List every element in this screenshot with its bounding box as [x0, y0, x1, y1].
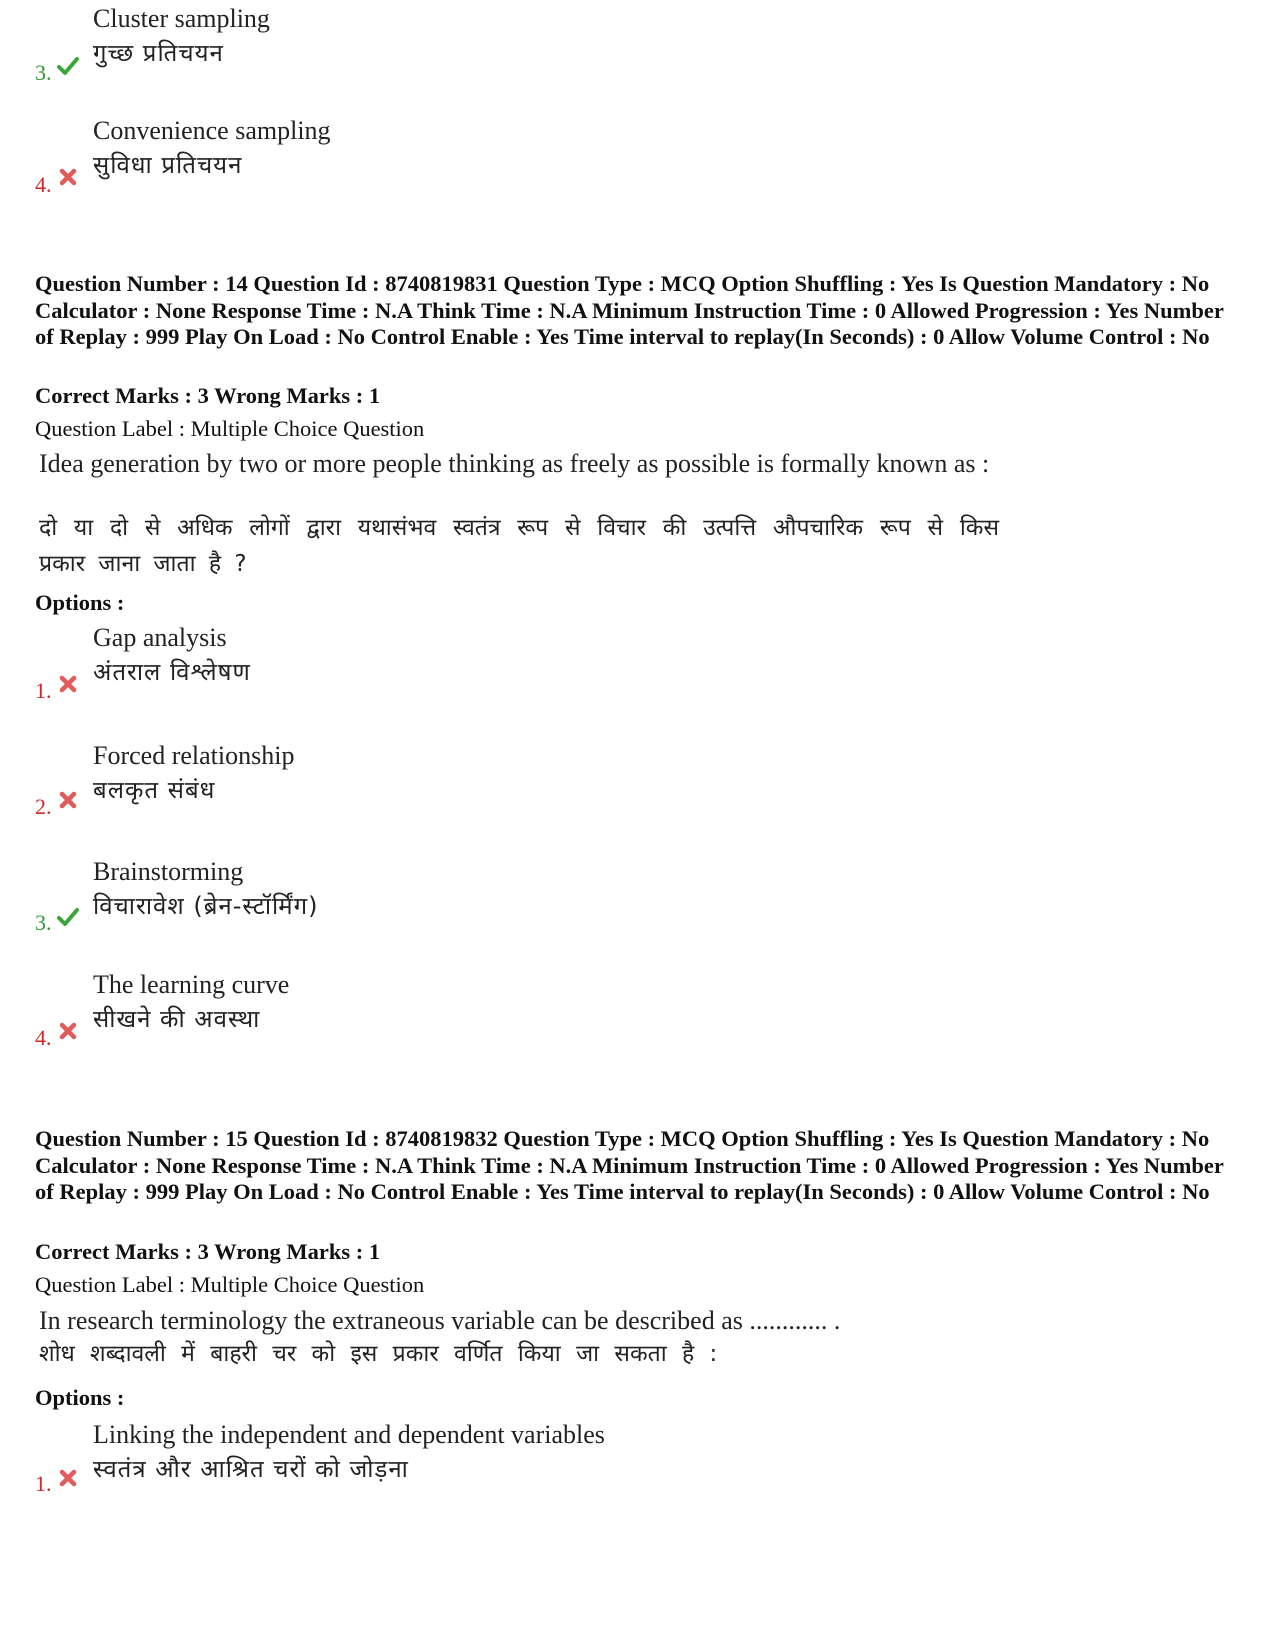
- option-text-hi: विचारावेश (ब्रेन-स्टॉर्मिंग): [93, 892, 319, 920]
- cross-icon: [57, 789, 79, 811]
- option-number: 2.: [35, 794, 52, 819]
- option-item: [35, 1420, 1035, 1520]
- question-label: Question Label : Multiple Choice Question: [35, 1272, 425, 1297]
- option-text-en: Cluster sampling: [93, 4, 270, 33]
- option-item: [35, 623, 1035, 723]
- option-text-hi: अंतराल विश्लेषण: [93, 658, 251, 686]
- option-text-en: Brainstorming: [93, 857, 244, 886]
- cross-icon: [57, 166, 79, 188]
- option-number: 4.: [35, 1025, 52, 1050]
- option-number: 3.: [35, 910, 52, 935]
- option-text-hi: सुविधा प्रतिचयन: [93, 151, 243, 179]
- question-meta: Question Number : 15 Question Id : 8740819832 Question Type : MCQ Option Shuffling : Yes Is Question Mandatory : No Calculator : None Response Time : N.A Think Time : N.A Minimum Instruction Time : 0 Allowed Progression : Yes Number of Replay : 999 Play On Load : No Control Enable : Yes Time interval to replay(In Seconds) : 0 Allow Volume Control : No: [35, 1126, 1224, 1204]
- cross-icon: [57, 1020, 79, 1042]
- option-item: [35, 4, 1035, 104]
- option-text-hi: स्वतंत्र और आश्रित चरों को जोड़ना: [93, 1455, 409, 1483]
- option-text-hi: सीखने की अवस्था: [93, 1005, 261, 1033]
- option-text-en: Linking the independent and dependent variables: [93, 1420, 605, 1449]
- question-marks: Correct Marks : 3 Wrong Marks : 1: [35, 383, 381, 408]
- option-item: [35, 116, 1035, 216]
- option-number: 1.: [35, 678, 52, 703]
- option-item: [35, 741, 1035, 841]
- option-item: [35, 857, 1035, 957]
- options-label: Options :: [35, 590, 125, 615]
- options-label: Options :: [35, 1385, 125, 1410]
- check-icon: [57, 906, 79, 928]
- option-text-hi: गुच्छ प्रतिचयन: [93, 39, 224, 67]
- question-marks: Correct Marks : 3 Wrong Marks : 1: [35, 1239, 381, 1264]
- question-text-hi: दो या दो से अधिक लोगों द्वारा यथासंभव स्वतंत्र रूप से विचार की उत्पत्ति औपचारिक रूप से किस प्रकार जाना जाता है ?: [39, 515, 999, 577]
- question-text-en: Idea generation by two or more people thinking as freely as possible is formally known as :: [39, 449, 990, 478]
- option-text-hi: बलकृत संबंध: [93, 776, 216, 804]
- question-label: Question Label : Multiple Choice Question: [35, 416, 425, 441]
- question-text-hi: शोध शब्दावली में बाहरी चर को इस प्रकार वर्णित किया जा सकता है :: [39, 1341, 718, 1367]
- cross-icon: [57, 673, 79, 695]
- question-text-en: In research terminology the extraneous variable can be described as ............ .: [39, 1306, 841, 1335]
- option-text-en: Forced relationship: [93, 741, 295, 770]
- option-item: [35, 970, 1035, 1070]
- option-text-en: The learning curve: [93, 970, 290, 999]
- option-text-en: Convenience sampling: [93, 116, 331, 145]
- cross-icon: [57, 1467, 79, 1489]
- check-icon: [57, 55, 79, 77]
- question-meta: Question Number : 14 Question Id : 8740819831 Question Type : MCQ Option Shuffling : Yes Is Question Mandatory : No Calculator : None Response Time : N.A Think Time : N.A Minimum Instruction Time : 0 Allowed Progression : Yes Number of Replay : 999 Play On Load : No Control Enable : Yes Time interval to replay(In Seconds) : 0 Allow Volume Control : No: [35, 271, 1224, 349]
- option-number: 4.: [35, 172, 52, 197]
- option-number: 3.: [35, 60, 52, 85]
- option-text-en: Gap analysis: [93, 623, 227, 652]
- option-number: 1.: [35, 1471, 52, 1496]
